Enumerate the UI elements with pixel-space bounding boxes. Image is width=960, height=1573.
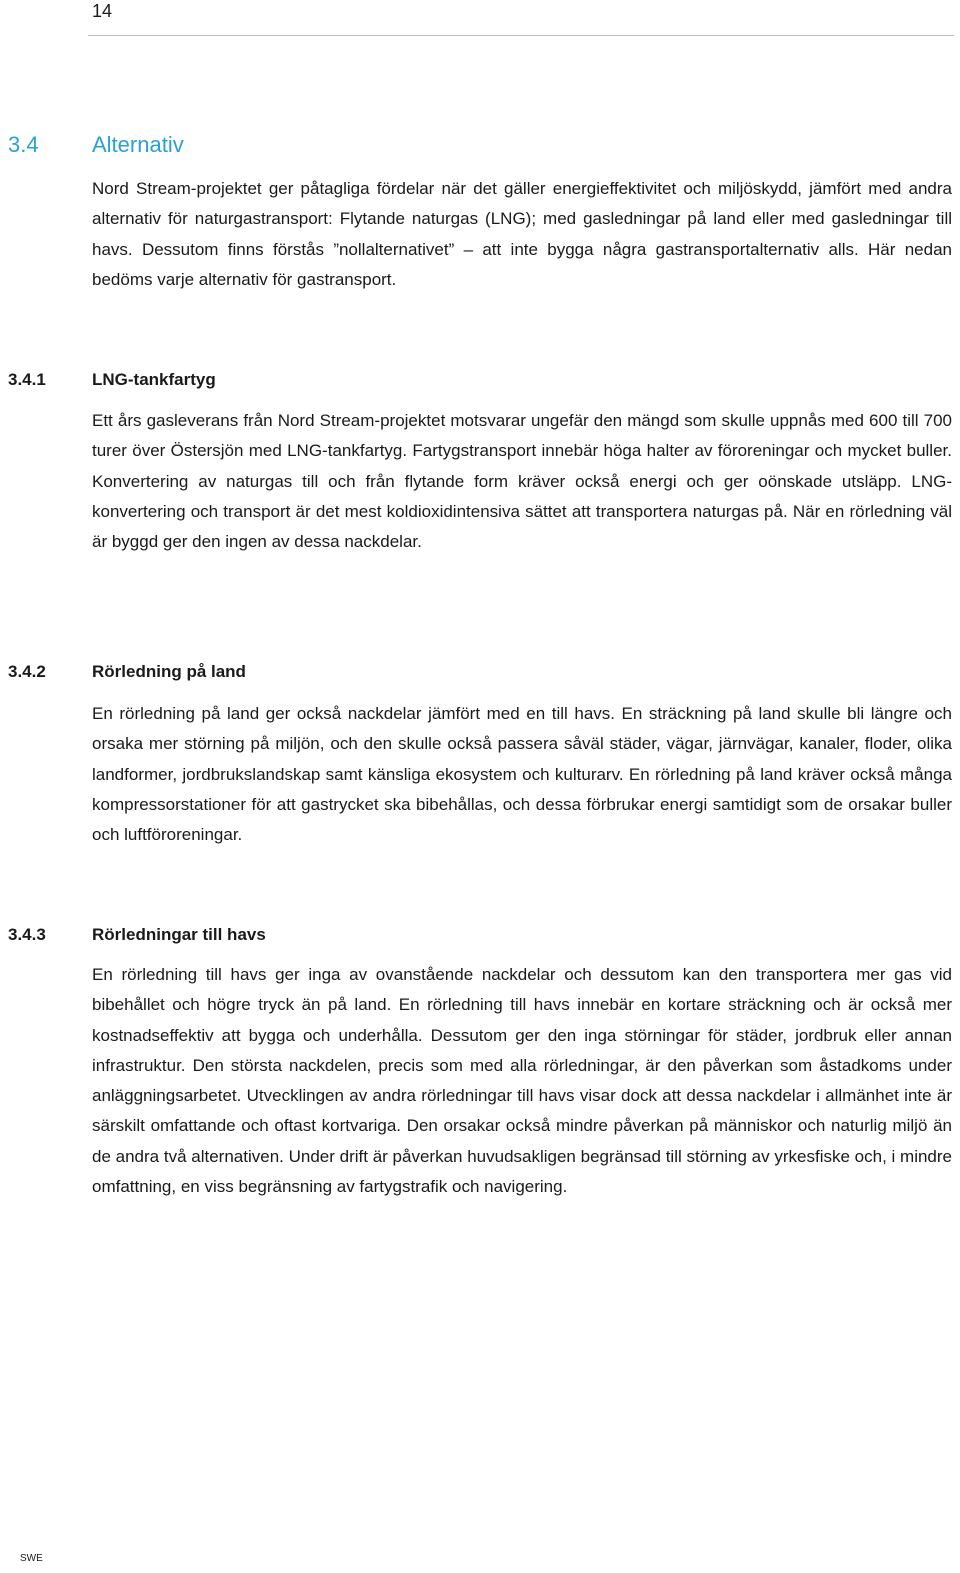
section-heading xyxy=(8,131,908,159)
subsection-number: 3.4.3 xyxy=(8,925,46,944)
section-title: Alternativ xyxy=(92,132,184,157)
subsection-heading-land xyxy=(8,661,908,683)
subsection-heading-sea xyxy=(8,924,908,946)
header-rule xyxy=(88,35,954,36)
subsection-number: 3.4.2 xyxy=(8,662,46,681)
footer-language-code: SWE xyxy=(20,1553,43,1564)
subsection-paragraph-land: En rörledning på land ger också nackdelar jämfört med en till havs. En sträckning på land skulle bli längre och orsaka mer störning på miljön, och den skulle också passera såväl städer, vägar, järnvägar, kanaler, floder, olika landformer, jordbrukslandskap samt känsliga ekosystem och kulturarv. En rörledning på land kräver också många kompressorstationer för att gastrycket ska bibehållas, och dessa förbrukar energi samtidigt som de orsakar buller och luftföroreningar. xyxy=(92,704,952,845)
subsection-paragraph-sea: En rörledning till havs ger inga av ovanstående nackdelar och dessutom kan den transportera mer gas vid bibehållet och högre tryck än på land. En rörledning till havs innebär en kortare sträckning och är också mer kostnadseffektiv att bygga och underhålla. Dessutom ger den inga störningar för städer, jordbruk eller annan infrastruktur. Den största nackdelen, precis som med alla rörledningar, är den påverkan som åstadkoms under anläggningsarbetet. Utvecklingen av andra rörledningar till havs visar dock att dessa nackdelar i allmänhet inte är särskilt omfattande och oftast kortvariga. Den orsakar också mindre påverkan på människor och naturlig miljö än de andra två alternativen. Under drift är påverkan huvudsakligen begränsad till störning av yrkesfiske och, i mindre omfattning, en viss begränsning av fartygstrafik och navigering. xyxy=(92,965,952,1197)
subsection-title: LNG-tankfartyg xyxy=(92,370,216,389)
section-number: 3.4 xyxy=(8,132,39,157)
subsection-title: Rörledningar till havs xyxy=(92,925,266,944)
subsection-heading-lng xyxy=(8,369,908,391)
subsection-number: 3.4.1 xyxy=(8,370,46,389)
section-intro-paragraph: Nord Stream-projektet ger påtagliga fördelar när det gäller energieffektivitet och miljöskydd, jämfört med andra alternativ för naturgastransport: Flytande naturgas (LNG); med gasledningar på land eller med gasledningar till havs. Dessutom finns förstås ”nollalternativet” – att inte bygga några gastransportalternativ alls. Här nedan bedöms varje alternativ för gastransport. xyxy=(92,179,952,289)
subsection-paragraph-lng: Ett års gasleverans från Nord Stream-projektet motsvarar ungefär den mängd som skulle uppnås med 600 till 700 turer över Östersjön med LNG-tankfartyg. Fartygstransport innebär höga halter av föroreningar och mycket buller. Konvertering av naturgas till och från flytande form kräver också energi och ger oönskade utsläpp. LNG-konvertering och transport är det mest koldioxidintensiva sättet att transportera naturgas på. När en rörledning väl är byggd ger den ingen av dessa nackdelar. xyxy=(92,411,952,552)
page-number: 14 xyxy=(92,1,113,21)
subsection-title: Rörledning på land xyxy=(92,662,246,681)
